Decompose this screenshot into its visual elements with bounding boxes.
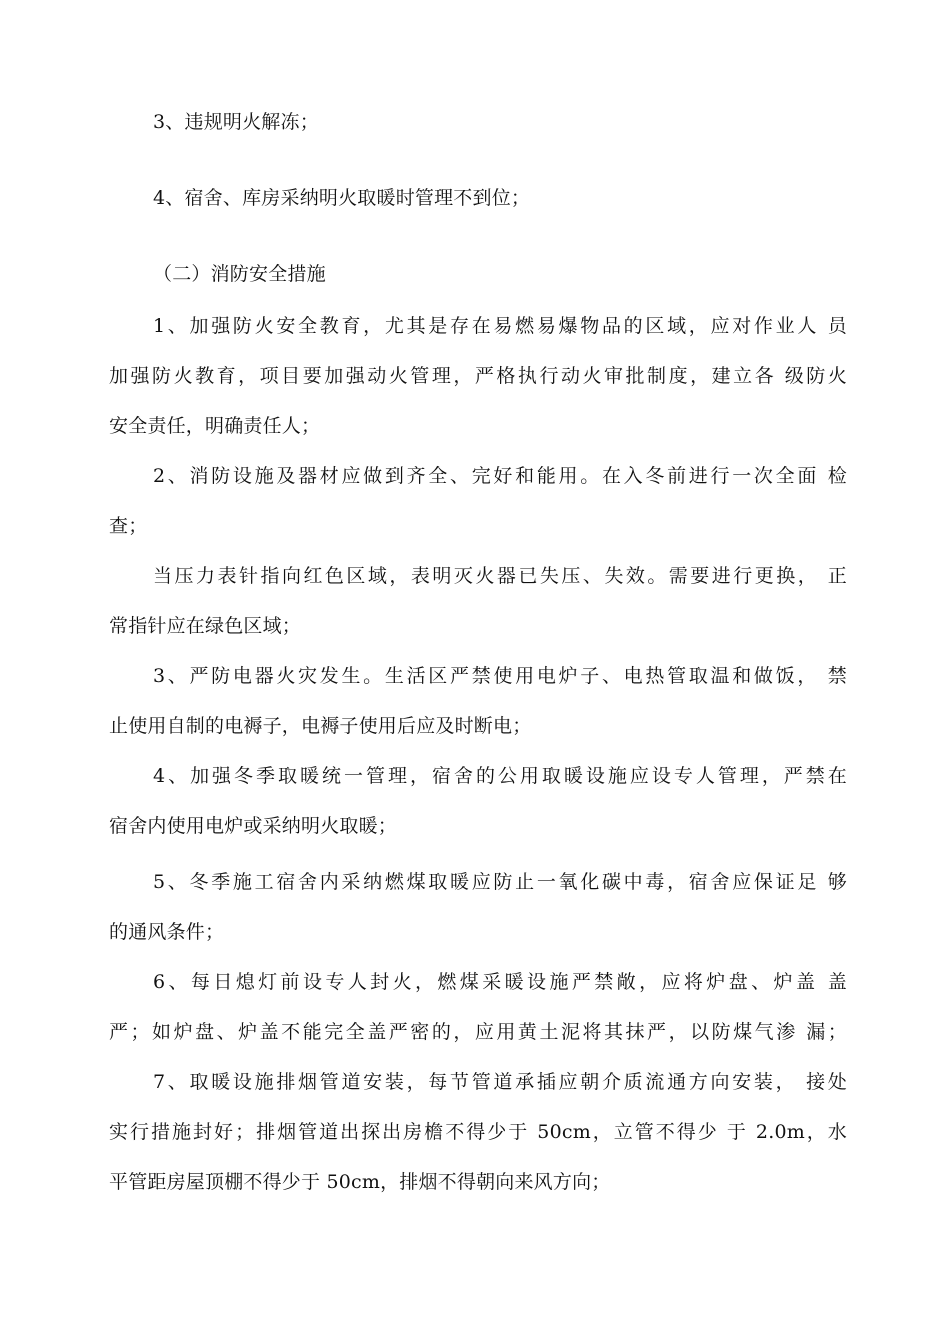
text-line-measure-7-c: 平管距房屋顶棚不得少于 50cm，排烟不得朝向来风方向； — [109, 1171, 611, 1193]
text-line-measure-2-a: 2、消防设施及器材应做到齐全、完好和能用。在入冬前进行一次全面 检 — [153, 465, 847, 487]
text-line-measure-5-a: 5、冬季施工宿舍内采纳燃煤取暖应防止一氧化碳中毒，宿舍应保证足 够 — [153, 871, 847, 893]
text-line-violation-3: 3、违规明火解冻； — [153, 111, 319, 133]
text-line-pressure-gauge-a: 当压力表针指向红色区域，表明灭火器已失压、失效。需要进行更换， 正 — [153, 565, 847, 587]
text-line-measure-3-a: 3、严防电器火灾发生。生活区严禁使用电炉子、电热管取温和做饭， 禁 — [153, 665, 847, 687]
text-line-measure-1-b: 加强防火教育，项目要加强动火管理，严格执行动火审批制度，建立各 级防火 — [109, 365, 847, 387]
text-line-pressure-gauge-b: 常指针应在绿色区域； — [109, 615, 302, 637]
text-line-measure-1-a: 1、加强防火安全教育，尤其是存在易燃易爆物品的区域，应对作业人 员 — [153, 315, 847, 337]
text-line-measure-6-b: 严；如炉盘、炉盖不能完全盖严密的，应用黄土泥将其抹严，以防煤气渗 漏； — [109, 1021, 847, 1043]
section-heading-fire-safety-measures: （二）消防安全措施 — [153, 263, 326, 285]
text-line-measure-4-a: 4、加强冬季取暖统一管理，宿舍的公用取暖设施应设专人管理，严禁在 — [153, 765, 847, 787]
text-line-measure-3-b: 止使用自制的电褥子，电褥子使用后应及时断电； — [109, 715, 532, 737]
text-line-measure-7-b: 实行措施封好；排烟管道出探出房檐不得少于 50cm，立管不得少 于 2.0m，水 — [109, 1121, 847, 1143]
text-line-measure-6-a: 6、每日熄灯前设专人封火，燃煤采暖设施严禁敞，应将炉盘、炉盖 盖 — [153, 971, 847, 993]
text-line-measure-1-c: 安全责任，明确责任人； — [109, 415, 321, 437]
text-line-violation-4: 4、宿舍、库房采纳明火取暖时管理不到位； — [153, 187, 531, 209]
text-line-measure-4-b: 宿舍内使用电炉或采纳明火取暖； — [109, 815, 398, 837]
text-line-measure-5-b: 的通风条件； — [109, 921, 225, 943]
text-line-measure-7-a: 7、取暖设施排烟管道安装，每节管道承插应朝介质流通方向安装， 接处 — [153, 1071, 847, 1093]
text-line-measure-2-b: 查； — [109, 515, 148, 537]
